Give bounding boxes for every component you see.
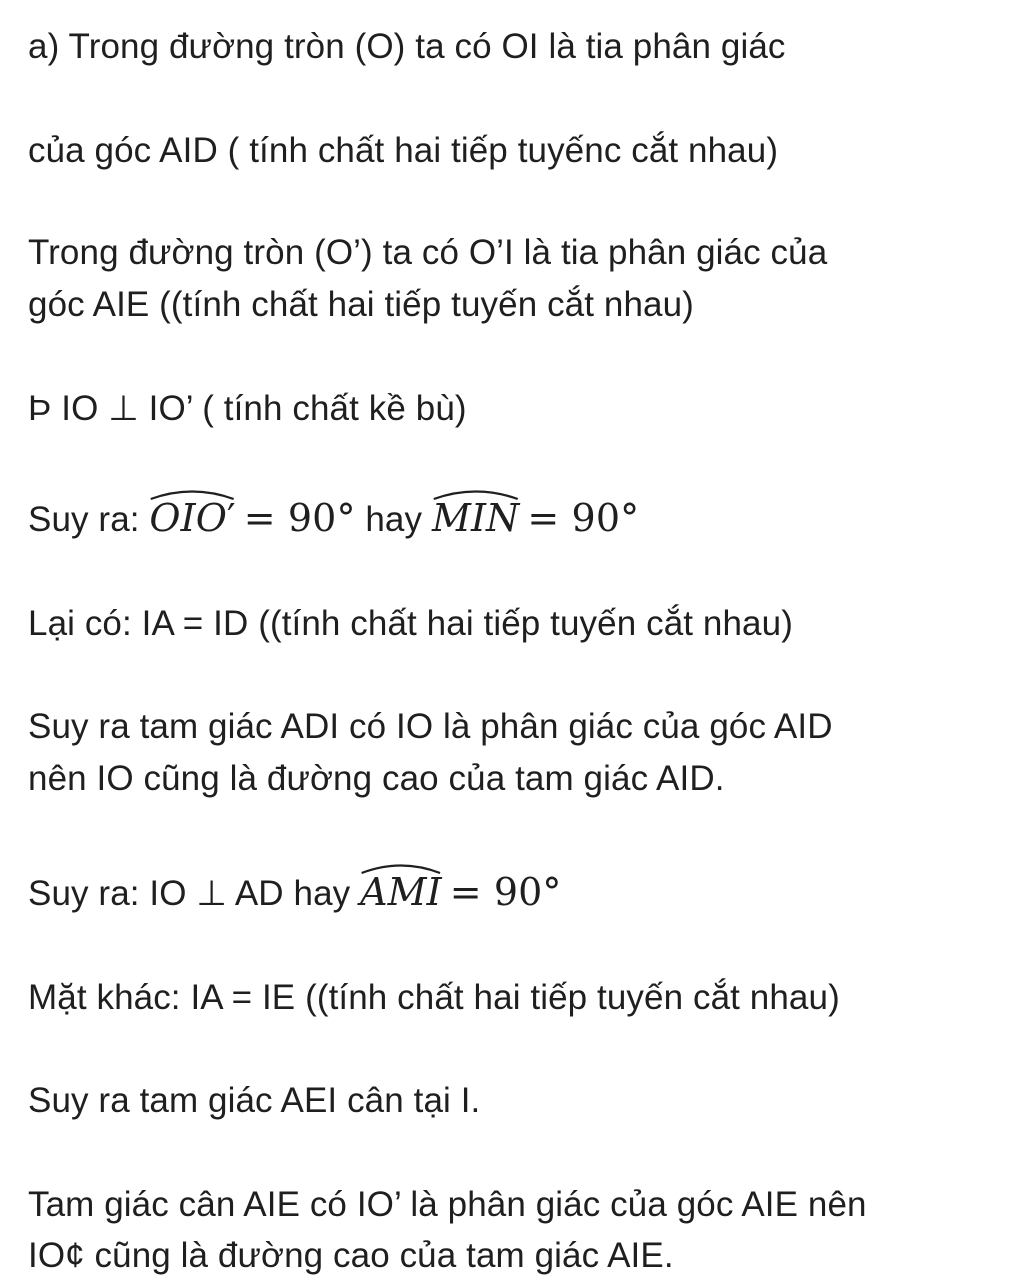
angle-oio-prime: ′	[227, 496, 236, 540]
text-line-4: góc AIE ((tính chất hai tiếp tuyến cắt nhau)	[28, 285, 694, 324]
text-line-9: Mặt khác: IA = IE ((tính chất hai tiếp tuyến cắt nhau)	[28, 978, 840, 1017]
angle-ami-arc	[360, 872, 442, 912]
eq1-value2: = 90°	[527, 496, 640, 540]
equation-line-1	[28, 498, 639, 540]
text-line-1: a) Trong đường tròn (O) ta có OI là tia phân giác	[28, 27, 786, 66]
angle-oio: OIO	[149, 496, 228, 540]
text-line-7: Suy ra tam giác ADI có IO là phân giác của góc AID	[28, 707, 833, 746]
eq2-value: = 90°	[449, 870, 562, 914]
eq2-prefix: Suy ra: IO ⊥ AD hay	[28, 874, 361, 913]
text-line-11: Tam giác cân AIE có IO’ là phân giác của góc AIE nên	[28, 1185, 867, 1224]
equation-line-2	[28, 872, 562, 914]
eq1-value1: = 90°	[243, 496, 356, 540]
text-line-10: Suy ra tam giác AEI cân tại I.	[28, 1081, 481, 1120]
text-line-8: nên IO cũng là đường cao của tam giác AID.	[28, 759, 725, 798]
eq1-connector: hay	[355, 500, 432, 539]
angle-min-arc	[432, 498, 519, 538]
text-line-2: của góc AID ( tính chất hai tiếp tuyếnc cắt nhau)	[28, 131, 779, 170]
angle-min: MIN	[431, 496, 520, 540]
text-line-5: Þ IO ⊥ IO’ ( tính chất kề bù)	[28, 389, 467, 428]
text-line-3: Trong đường tròn (O’) ta có O’I là tia phân giác của	[28, 233, 828, 272]
angle-ami: AMI	[360, 870, 442, 914]
text-line-6: Lại có: IA = ID ((tính chất hai tiếp tuyến cắt nhau)	[28, 604, 793, 643]
eq1-prefix: Suy ra:	[28, 500, 150, 539]
text-line-12: IO¢ cũng là đường cao của tam giác AIE.	[28, 1236, 674, 1275]
angle-oio-arc	[149, 498, 235, 538]
